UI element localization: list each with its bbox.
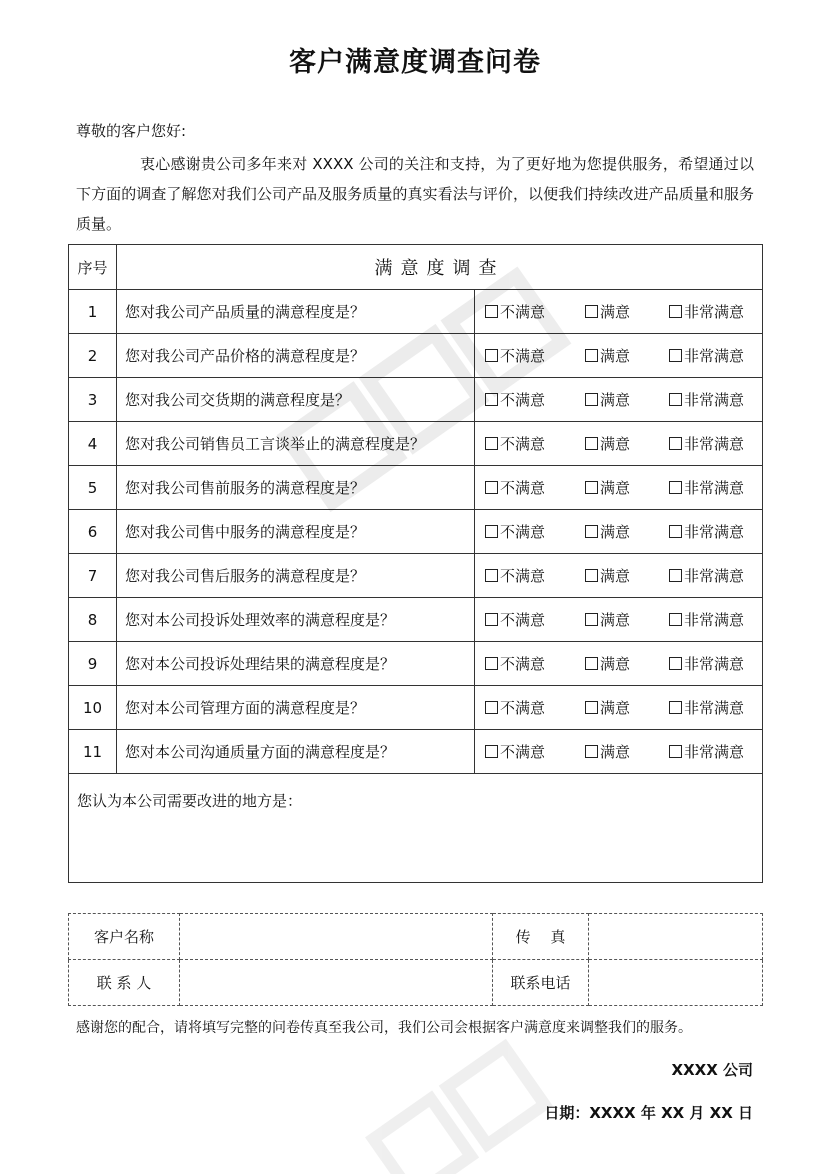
- checkbox-icon[interactable]: [669, 745, 682, 758]
- greeting: 尊敬的客户您好:: [76, 122, 187, 140]
- rating-options: [475, 598, 763, 642]
- rating-option[interactable]: [485, 653, 585, 674]
- rating-option[interactable]: [585, 389, 669, 410]
- rating-option[interactable]: [585, 477, 669, 498]
- survey-table: [68, 244, 763, 883]
- customer-name-field[interactable]: [180, 914, 493, 960]
- checkbox-icon[interactable]: [585, 525, 598, 538]
- checkbox-icon[interactable]: [485, 393, 498, 406]
- fax-field[interactable]: [589, 914, 763, 960]
- rating-options: [475, 642, 763, 686]
- rating-option[interactable]: [585, 345, 669, 366]
- rating-options: [475, 686, 763, 730]
- checkbox-icon[interactable]: [485, 569, 498, 582]
- question-text: 您对我公司售后服务的满意程度是？: [117, 554, 475, 598]
- row-number: 2: [69, 334, 117, 378]
- checkbox-icon[interactable]: [669, 613, 682, 626]
- option-label: 满意: [600, 435, 631, 453]
- option-label: 非常满意: [684, 655, 745, 673]
- survey-row: [69, 598, 763, 642]
- date-line: [544, 1102, 753, 1123]
- survey-row: [69, 466, 763, 510]
- rating-option[interactable]: [669, 345, 744, 366]
- row-number: 1: [69, 290, 117, 334]
- row-number: 6: [69, 510, 117, 554]
- row-number: 5: [69, 466, 117, 510]
- checkbox-icon[interactable]: [669, 349, 682, 362]
- phone-label: 联系电话: [493, 960, 589, 1006]
- intro-paragraph: 衷心感谢贵公司多年来对 XXXX 公司的关注和支持，为了更好地为您提供服务，希望通过以下方面的调查了解您对我们公司产品及服务质量的真实看法与评价，以便我们持续改进产品质量和服务质量。: [76, 155, 754, 233]
- rating-option[interactable]: [669, 389, 744, 410]
- option-label: 满意: [600, 567, 631, 585]
- option-label: 非常满意: [684, 391, 745, 409]
- option-label: 非常满意: [684, 347, 745, 365]
- survey-row: [69, 554, 763, 598]
- rating-option[interactable]: [485, 389, 585, 410]
- checkbox-icon[interactable]: [669, 657, 682, 670]
- option-label: 不满意: [500, 699, 546, 717]
- header-number: 序号: [69, 245, 117, 290]
- survey-row: [69, 334, 763, 378]
- option-label: 非常满意: [684, 743, 745, 761]
- rating-option[interactable]: [485, 345, 585, 366]
- option-label: 非常满意: [684, 611, 745, 629]
- rating-options: [475, 334, 763, 378]
- option-label: 满意: [600, 391, 631, 409]
- option-label: 不满意: [500, 523, 546, 541]
- rating-option[interactable]: [485, 609, 585, 630]
- improvement-field[interactable]: 您认为本公司需要改进的地方是：: [69, 774, 763, 883]
- row-number: 3: [69, 378, 117, 422]
- rating-option[interactable]: [585, 697, 669, 718]
- checkbox-icon[interactable]: [585, 393, 598, 406]
- checkbox-icon[interactable]: [485, 437, 498, 450]
- page-title: 客户满意度调查问卷: [289, 47, 541, 78]
- rating-option[interactable]: [485, 741, 585, 762]
- rating-option[interactable]: [669, 653, 744, 674]
- checkbox-icon[interactable]: [585, 701, 598, 714]
- checkbox-icon[interactable]: [669, 481, 682, 494]
- rating-options: [475, 290, 763, 334]
- option-label: 非常满意: [684, 523, 745, 541]
- option-label: 满意: [600, 743, 631, 761]
- option-label: 非常满意: [684, 435, 745, 453]
- header-title: 满意度调查: [117, 245, 763, 290]
- thanks-note: 感谢您的配合，请将填写完整的问卷传真至我公司，我们公司会根据客户满意度来调整我们的服务。: [76, 1020, 692, 1036]
- question-text: 您对本公司沟通质量方面的满意程度是？: [117, 730, 475, 774]
- question-text: 您对我公司产品质量的满意程度是？: [117, 290, 475, 334]
- checkbox-icon[interactable]: [585, 481, 598, 494]
- row-number: 4: [69, 422, 117, 466]
- question-text: 您对我公司售中服务的满意程度是？: [117, 510, 475, 554]
- question-text: 您对本公司投诉处理结果的满意程度是？: [117, 642, 475, 686]
- rating-option[interactable]: [585, 301, 669, 322]
- option-label: 不满意: [500, 479, 546, 497]
- survey-row: [69, 686, 763, 730]
- option-label: 非常满意: [684, 303, 745, 321]
- rating-option[interactable]: [585, 653, 669, 674]
- row-number: 9: [69, 642, 117, 686]
- customer-name-label: 客户名称: [69, 914, 180, 960]
- rating-option[interactable]: [485, 521, 585, 542]
- checkbox-icon[interactable]: [485, 657, 498, 670]
- row-number: 11: [69, 730, 117, 774]
- date-value: XXXX 年 XX 月 XX 日: [589, 1104, 753, 1122]
- checkbox-icon[interactable]: [585, 745, 598, 758]
- option-label: 满意: [600, 523, 631, 541]
- survey-row: [69, 378, 763, 422]
- contact-person-field[interactable]: [180, 960, 493, 1006]
- survey-row: [69, 642, 763, 686]
- question-text: 您对我公司交货期的满意程度是？: [117, 378, 475, 422]
- rating-option[interactable]: [669, 433, 744, 454]
- checkbox-icon[interactable]: [585, 305, 598, 318]
- survey-row: [69, 290, 763, 334]
- option-label: 非常满意: [684, 699, 745, 717]
- question-text: 您对本公司管理方面的满意程度是？: [117, 686, 475, 730]
- checkbox-icon[interactable]: [585, 613, 598, 626]
- company-name: XXXX 公司: [671, 1061, 753, 1079]
- option-label: 不满意: [500, 655, 546, 673]
- option-label: 满意: [600, 479, 631, 497]
- checkbox-icon[interactable]: [669, 569, 682, 582]
- question-text: 您对我公司销售员工言谈举止的满意程度是？: [117, 422, 475, 466]
- rating-option[interactable]: [669, 565, 744, 586]
- fax-label: 传 真: [493, 914, 589, 960]
- option-label: 不满意: [500, 435, 546, 453]
- rating-option[interactable]: [585, 565, 669, 586]
- contact-person-label: 联 系 人: [69, 960, 180, 1006]
- checkbox-icon[interactable]: [669, 701, 682, 714]
- question-text: 您对我公司产品价格的满意程度是？: [117, 334, 475, 378]
- rating-option[interactable]: [669, 697, 744, 718]
- checkbox-icon[interactable]: [485, 305, 498, 318]
- checkbox-icon[interactable]: [585, 569, 598, 582]
- option-label: 满意: [600, 655, 631, 673]
- option-label: 满意: [600, 347, 631, 365]
- rating-option[interactable]: [485, 433, 585, 454]
- row-number: 8: [69, 598, 117, 642]
- rating-option[interactable]: [585, 433, 669, 454]
- rating-option[interactable]: [585, 521, 669, 542]
- rating-options: [475, 378, 763, 422]
- rating-option[interactable]: [669, 301, 744, 322]
- checkbox-icon[interactable]: [585, 437, 598, 450]
- checkbox-icon[interactable]: [585, 349, 598, 362]
- survey-row: [69, 730, 763, 774]
- option-label: 满意: [600, 699, 631, 717]
- contact-table: [68, 913, 763, 1006]
- date-label: 日期：: [544, 1104, 590, 1122]
- option-label: 满意: [600, 611, 631, 629]
- checkbox-icon[interactable]: [669, 525, 682, 538]
- option-label: 不满意: [500, 391, 546, 409]
- rating-option[interactable]: [585, 609, 669, 630]
- rating-option[interactable]: [669, 477, 744, 498]
- rating-option[interactable]: [669, 741, 744, 762]
- rating-option[interactable]: [669, 521, 744, 542]
- rating-options: [475, 554, 763, 598]
- rating-options: [475, 466, 763, 510]
- checkbox-icon[interactable]: [669, 305, 682, 318]
- checkbox-icon[interactable]: [485, 701, 498, 714]
- checkbox-icon[interactable]: [485, 745, 498, 758]
- rating-options: [475, 422, 763, 466]
- checkbox-icon[interactable]: [669, 437, 682, 450]
- rating-option[interactable]: [669, 609, 744, 630]
- option-label: 非常满意: [684, 479, 745, 497]
- option-label: 不满意: [500, 303, 546, 321]
- row-number: 7: [69, 554, 117, 598]
- rating-option[interactable]: [485, 477, 585, 498]
- option-label: 不满意: [500, 567, 546, 585]
- phone-field[interactable]: [589, 960, 763, 1006]
- option-label: 满意: [600, 303, 631, 321]
- rating-options: [475, 730, 763, 774]
- question-text: 您对我公司售前服务的满意程度是？: [117, 466, 475, 510]
- checkbox-icon[interactable]: [485, 349, 498, 362]
- checkbox-icon[interactable]: [669, 393, 682, 406]
- survey-header-row: [69, 245, 763, 290]
- option-label: 不满意: [500, 611, 546, 629]
- checkbox-icon[interactable]: [585, 657, 598, 670]
- option-label: 非常满意: [684, 567, 745, 585]
- checkbox-icon[interactable]: [485, 481, 498, 494]
- checkbox-icon[interactable]: [485, 525, 498, 538]
- rating-option[interactable]: [485, 565, 585, 586]
- rating-option[interactable]: [485, 301, 585, 322]
- question-text: 您对本公司投诉处理效率的满意程度是？: [117, 598, 475, 642]
- option-label: 不满意: [500, 347, 546, 365]
- survey-row: [69, 422, 763, 466]
- rating-option[interactable]: [485, 697, 585, 718]
- survey-row: [69, 510, 763, 554]
- rating-option[interactable]: [585, 741, 669, 762]
- rating-options: [475, 510, 763, 554]
- option-label: 不满意: [500, 743, 546, 761]
- row-number: 10: [69, 686, 117, 730]
- checkbox-icon[interactable]: [485, 613, 498, 626]
